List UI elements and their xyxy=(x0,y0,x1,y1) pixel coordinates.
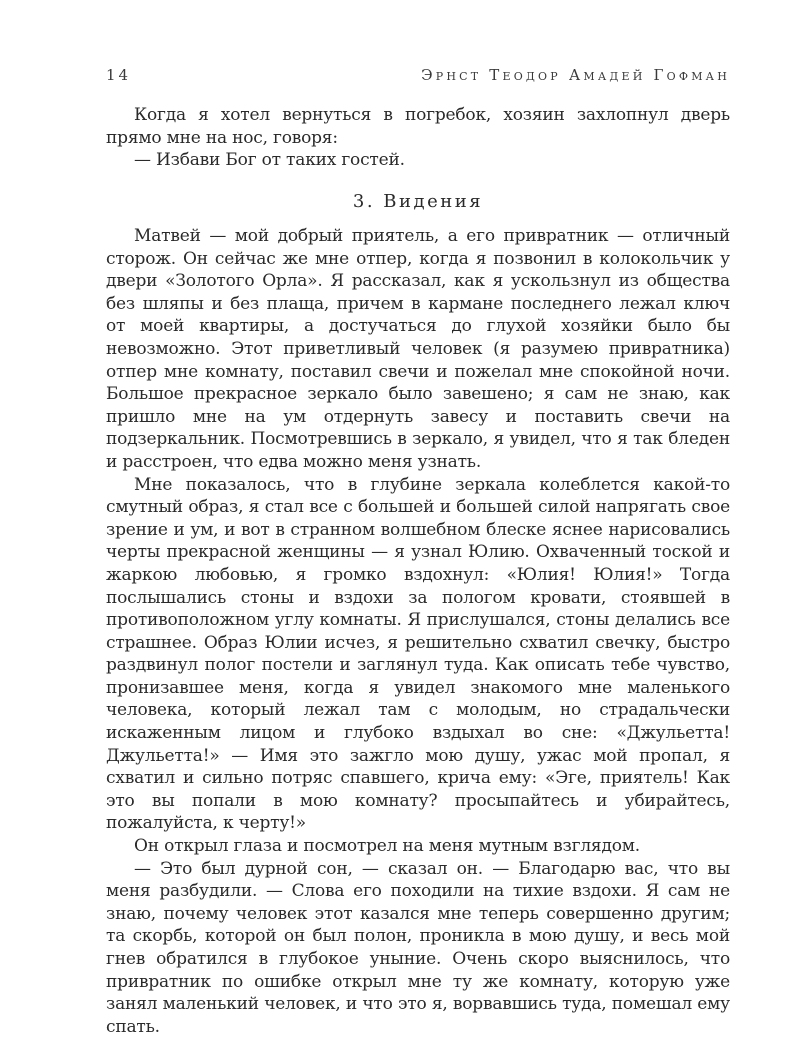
section-heading: 3. Видения xyxy=(352,191,484,212)
text-block-main xyxy=(106,225,730,1038)
paragraph: Он открыл глаза и посмотрел на меня мутным взглядом. xyxy=(134,836,640,857)
paragraph: Мне показалось, что в глубине зеркала колеблется какой-то смутный образ, я стал все с большей и большей силой напрягать свое зрение и ум, и вот в странном волшебном блеске яснее нарисовались черты прекрасной женщины — я узнал Юлию. Охваченный тоской и жаркою любовью, я громко вздохнул: «Юлия! Юлия!» Тогда послышались стоны и вздохи за пологом кровати, стоявшей в противоположном углу комнаты. Я прислушался, стоны делались все страшнее. Образ Юлии исчез, я решительно схватил свечку, быстро раздвинул полог постели и заглянул туда. Как описать тебе чувство, пронизавшее меня, когда я увидел знакомого мне маленького человека, который лежал там с молодым, но страдальчески искаженным лицом и глубоко вздыхал во сне: «Джульетта! Джульетта!» — Имя это зажгло мою душу, ужас мой пропал, я схватил и сильно потряс спавшего, крича ему: «Эге, приятель! Как это вы попали в мою комнату? просыпайтесь и убирайтесь, пожалуйста, к черту!» xyxy=(106,474,730,834)
running-head xyxy=(106,66,730,86)
paragraph: Когда я хотел вернуться в погребок, хозяин захлопнул дверь прямо мне на нос, говоря: xyxy=(106,105,730,148)
paragraph: Матвей — мой добрый приятель, а его привратник — отличный сторож. Он сейчас же мне отпер, когда я позвонил в колокольчик у двери «Золотого Орла». Я рассказал, как я ускользнул из общества без шляпы и без плаща, причем в кармане последнего лежал ключ от моей квартиры, а достучаться до глухой хозяйки было бы невозможно. Этот приветливый человек (я разумею привратника) отпер мне комнату, поставил свечи и пожелал мне спокойной ночи. Большое прекрасное зеркало было завешено; я сам не знаю, как пришло мне на ум отдернуть завесу и поставить свечи на подзеркальник. Посмотревшись в зеркало, я увидел, что я так бледен и расстроен, что едва можно меня узнать. xyxy=(106,226,730,472)
paragraph: — Это был дурной сон, — сказал он. — Благодарю вас, что вы меня разбудили. — Слова его походили на тихие вздохи. Я сам не знаю, почему человек этот казался мне теперь совершенно другим; та скорбь, которой он был полон, проникла в мою душу, и весь мой гнев обратился в глубокое уныние. Очень скоро выяснилось, что привратник по ошибке открыл мне ту же комнату, которую уже занял маленький человек, и что это я, ворвавшись туда, помешал ему спать. xyxy=(106,858,730,1037)
book-author-header: Эрнст Теодор Амадей Гофман xyxy=(421,66,730,84)
page-number: 14 xyxy=(106,66,132,84)
text-block-top xyxy=(106,104,730,172)
paragraph: — Избави Бог от таких гостей. xyxy=(134,150,405,171)
